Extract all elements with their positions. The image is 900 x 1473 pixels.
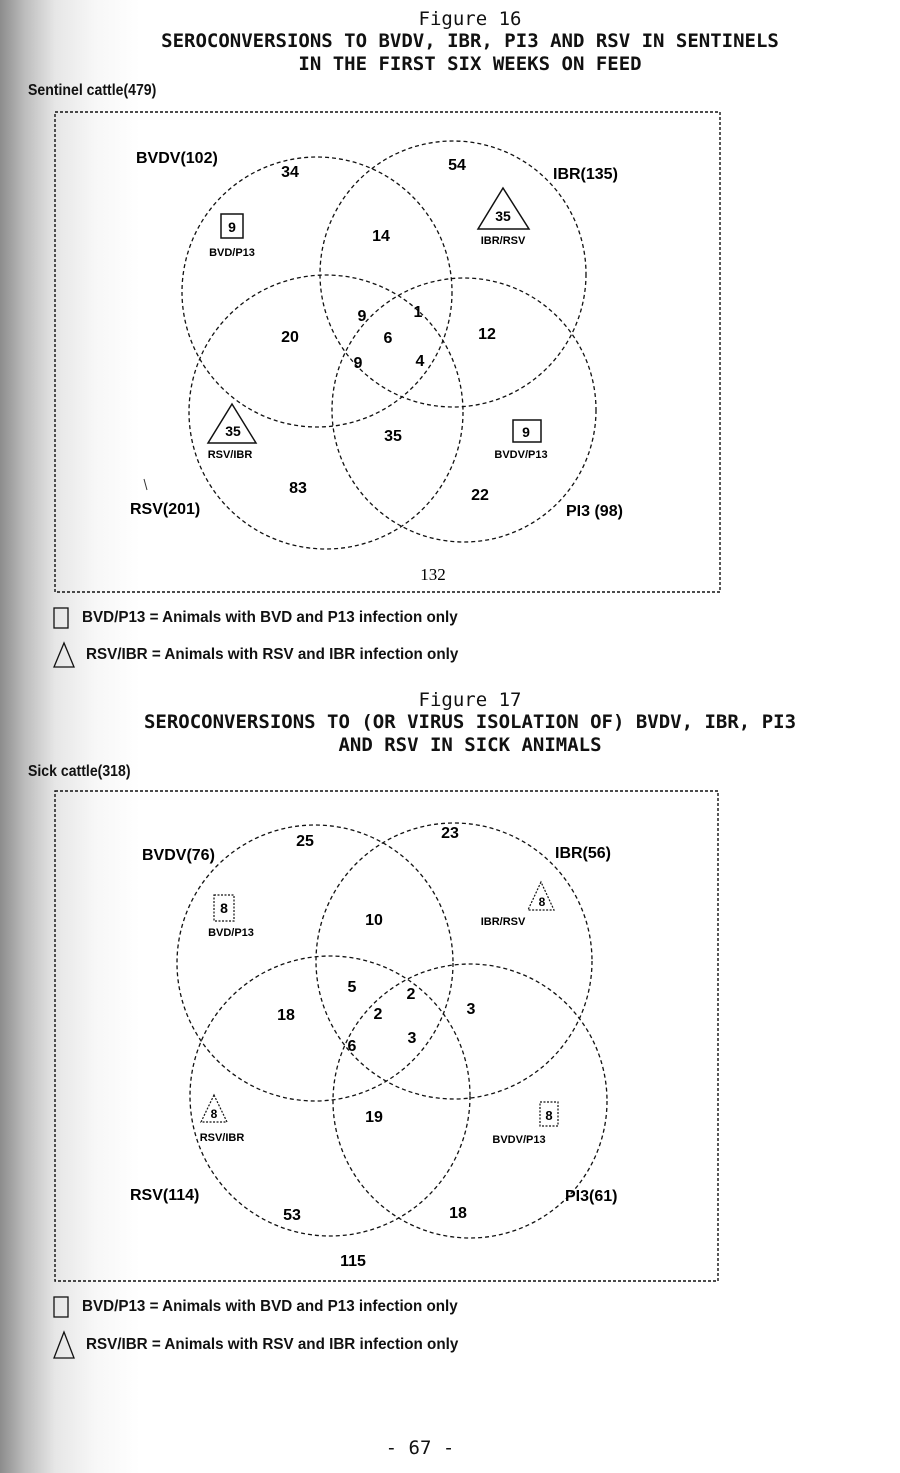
set-label-pi3: PI3 (98) [566, 503, 623, 520]
region-rsv-only: 53 [283, 1207, 301, 1224]
region-ibr-pi3: 3 [466, 1001, 476, 1018]
circle-bvdv [177, 825, 453, 1101]
region-bvdv-only: 34 [281, 164, 299, 181]
region-pi3-only: 22 [471, 487, 489, 504]
region-bvdv-ibr: 10 [365, 912, 383, 929]
figure-number: Figure 16 [418, 8, 522, 30]
region-bvdv-ibr-rsv: 5 [347, 979, 357, 996]
legend-box [52, 1292, 478, 1322]
region-pi3-only: 18 [449, 1205, 467, 1222]
region-ibr-rsv-pi3: 4 [415, 353, 425, 370]
circle-pi3 [332, 278, 596, 542]
legend-box-text: BVD/P13 = Animals with BVD and P13 infection only [82, 609, 458, 626]
box-marker-value: 9 [522, 424, 530, 440]
set-label-rsv: RSV(114) [130, 1187, 200, 1204]
region-none: 132 [420, 565, 446, 584]
region-ibr-pi3: 12 [478, 326, 496, 343]
box-marker-label: BVDV/P13 [492, 1134, 546, 1146]
region-rsv-pi3: 35 [384, 428, 402, 445]
box-marker-label: BVD/P13 [208, 927, 254, 939]
legend-box-text: BVD/P13 = Animals with BVD and P13 infection only [82, 1298, 458, 1315]
region-ibr-only: 54 [448, 157, 466, 174]
region-bvdv-ibr-pi3: 2 [406, 986, 416, 1003]
region-bvdv-rsv-pi3: 9 [353, 355, 363, 372]
box-legend-icon [52, 605, 72, 631]
region-bvdv-ibr: 14 [372, 228, 390, 245]
set-label-bvdv: BVDV(102) [136, 150, 218, 167]
diagram-frame [55, 112, 720, 592]
region-ibr-only: 23 [441, 825, 459, 842]
diagram-frame [55, 791, 718, 1281]
stray-mark [144, 479, 147, 490]
population-label: Sick cattle(318) [28, 763, 131, 780]
triangle-marker-label: RSV/IBR [199, 1132, 245, 1144]
region-ibr-rsv-pi3: 3 [407, 1030, 417, 1047]
figure-17-heading [40, 689, 900, 757]
set-label-ibr: IBR(135) [553, 166, 618, 183]
circle-bvdv [182, 157, 452, 427]
region-bvdv-rsv: 20 [281, 329, 299, 346]
venn-diagram-figure-16 [0, 0, 900, 600]
triangle-legend-icon [52, 641, 76, 669]
page-number: - 67 - [385, 1437, 455, 1459]
set-label-bvdv: BVDV(76) [142, 847, 215, 864]
triangle-marker-value: 35 [225, 423, 241, 439]
region-bvdv-ibr-rsv: 9 [357, 308, 367, 325]
venn-diagram-figure-17 [0, 780, 900, 1290]
set-label-ibr: IBR(56) [555, 845, 612, 862]
region-bvdv-only: 25 [296, 833, 314, 850]
figure-number: Figure 17 [418, 689, 522, 711]
triangle-marker-value: 35 [495, 208, 511, 224]
box-marker-label: BVD/P13 [209, 247, 255, 259]
region-bvdv-rsv-pi3: 6 [347, 1038, 357, 1055]
figure-title: SEROCONVERSIONS TO BVDV, IBR, PI3 AND RSV IN SENTINELS IN THE FIRST SIX WEEKS ON FEED [161, 30, 779, 75]
set-label-rsv: RSV(201) [130, 501, 201, 518]
legend-box [52, 603, 478, 633]
region-bvdv-ibr-pi3: 1 [413, 304, 423, 321]
circle-rsv [190, 956, 470, 1236]
figure-title: SEROCONVERSIONS TO (OR VIRUS ISOLATION OF) BVDV, IBR, PI3 AND RSV IN SICK ANIMALS [143, 711, 797, 756]
circle-ibr [316, 823, 592, 1099]
population-label: Sentinel cattle(479) [28, 82, 157, 99]
triangle-marker-label: IBR/RSV [480, 916, 526, 928]
triangle-marker-value: 8 [210, 1107, 218, 1121]
box-marker-label: BVDV/P13 [494, 449, 548, 461]
legend-triangle-text: RSV/IBR = Animals with RSV and IBR infection only [86, 646, 459, 663]
legend-triangle [52, 1330, 478, 1360]
triangle-marker-label: IBR/RSV [480, 235, 526, 247]
set-label-pi3: PI3(61) [565, 1188, 618, 1205]
triangle-marker-value: 8 [538, 895, 546, 909]
region-all-four: 6 [383, 330, 393, 347]
region-bvdv-rsv: 18 [277, 1007, 295, 1024]
region-rsv-pi3: 19 [365, 1109, 383, 1126]
region-none: 115 [340, 1253, 366, 1270]
legend-triangle [52, 640, 478, 670]
box-marker-value: 8 [220, 900, 228, 916]
region-all-four: 2 [373, 1006, 383, 1023]
region-rsv-only: 83 [289, 480, 307, 497]
triangle-legend-icon [52, 1330, 76, 1360]
box-marker-value: 8 [545, 1108, 553, 1123]
box-legend-icon [52, 1294, 72, 1320]
triangle-marker-label: RSV/IBR [207, 449, 253, 461]
box-marker-value: 9 [228, 219, 236, 235]
legend-triangle-text: RSV/IBR = Animals with RSV and IBR infection only [86, 1336, 459, 1353]
